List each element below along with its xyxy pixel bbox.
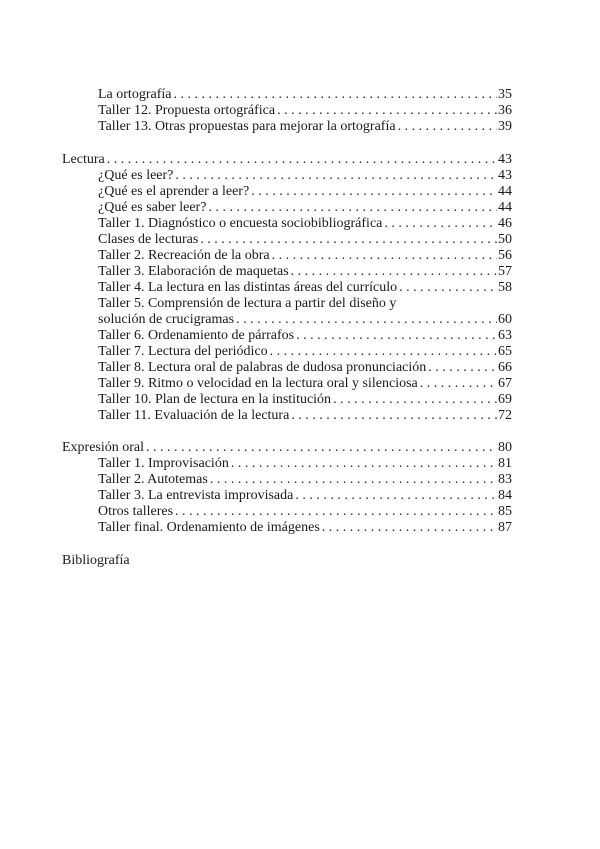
toc-entry-title: Taller 3. Elaboración de maquetas xyxy=(98,264,289,279)
dot-leader xyxy=(291,263,497,280)
toc-entry-title: Taller 2. Autotemas xyxy=(98,472,208,487)
dot-leader xyxy=(399,279,497,296)
toc-entry xyxy=(98,86,512,103)
toc-section-title: Lectura xyxy=(62,152,105,167)
dot-leader xyxy=(277,102,497,119)
dot-leader xyxy=(291,407,497,424)
toc-entry xyxy=(98,215,512,232)
toc-entry xyxy=(98,455,512,472)
toc-entry-page: 50 xyxy=(498,232,512,247)
toc-entry-page: 69 xyxy=(498,392,512,407)
toc-entry-title: Taller 9. Ritmo o velocidad en la lectura oral y silenciosa xyxy=(98,376,418,391)
toc-entry xyxy=(98,279,512,296)
toc-entry-page: 85 xyxy=(498,504,512,519)
toc-entry-title: Otros talleres xyxy=(98,504,174,519)
toc-entry xyxy=(98,118,512,135)
toc-entry-page: 43 xyxy=(498,168,512,183)
toc-entry-page: 66 xyxy=(498,360,512,375)
toc-entry-title: Taller 1. Diagnóstico o encuesta sociobibliográfica xyxy=(98,216,383,231)
dot-leader xyxy=(231,455,497,472)
toc-entry xyxy=(98,263,512,280)
dot-leader xyxy=(210,471,497,488)
toc-entry-title: Taller 7. Lectura del periódico xyxy=(98,344,268,359)
toc-entry-title: Taller 10. Plan de lectura en la institución xyxy=(98,392,332,407)
toc-entry xyxy=(98,359,512,376)
toc-entry-title: ¿Qué es leer? xyxy=(98,168,174,183)
toc-entry-title: Taller 1. Improvisación xyxy=(98,456,229,471)
dot-leader xyxy=(296,327,497,344)
toc-entry-page: 67 xyxy=(498,376,512,391)
toc-entry xyxy=(98,183,512,200)
toc-entry xyxy=(98,407,512,424)
toc-entry-title: Taller 4. La lectura en las distintas áreas del currículo xyxy=(98,280,398,295)
toc-entry-title: Taller 5. Comprensión de lectura a partir del diseño y xyxy=(98,296,397,311)
toc-entry-title: ¿Qué es saber leer? xyxy=(98,200,207,215)
toc-entry-page: 84 xyxy=(498,488,512,503)
toc-entry-page: 44 xyxy=(498,184,512,199)
dot-leader xyxy=(384,215,497,232)
toc-entry-page: 81 xyxy=(498,456,512,471)
toc-entry-title: Taller 8. Lectura oral de palabras de dudosa pronunciación xyxy=(98,360,427,375)
dot-leader xyxy=(420,375,497,392)
dot-leader xyxy=(398,118,497,135)
toc-entry xyxy=(98,503,512,520)
toc-entry-title: Taller 11. Evaluación de la lectura xyxy=(98,408,290,423)
toc-bibliography xyxy=(62,552,512,569)
toc-entry xyxy=(98,487,512,504)
dot-leader xyxy=(173,86,497,103)
toc-entry-page: 44 xyxy=(498,200,512,215)
dot-leader xyxy=(333,391,497,408)
dot-leader xyxy=(146,439,497,456)
toc-entry-title: Taller 6. Ordenamiento de párrafos xyxy=(98,328,295,343)
toc-entry-title: solución de crucigramas xyxy=(98,312,235,327)
toc-entry-page: 57 xyxy=(498,264,512,279)
dot-leader xyxy=(175,503,497,520)
toc-entry-title: Taller 12. Propuesta ortográfica xyxy=(98,103,276,118)
toc-entry xyxy=(98,391,512,408)
toc-entry-page: 60 xyxy=(498,312,512,327)
toc-entry xyxy=(98,375,512,392)
dot-leader xyxy=(236,311,497,328)
toc-bibliography-title: Bibliografía xyxy=(62,553,130,568)
dot-leader xyxy=(107,151,497,168)
toc-section-page: 43 xyxy=(498,152,512,167)
toc-entry-page: 65 xyxy=(498,344,512,359)
toc-entry-title: ¿Qué es el aprender a leer? xyxy=(98,184,250,199)
toc-entry xyxy=(98,343,512,360)
toc-entry-page: 83 xyxy=(498,472,512,487)
toc-entry-title: Taller 2. Recreación de la obra xyxy=(98,248,270,263)
toc-entry-page: 46 xyxy=(498,216,512,231)
toc-entry xyxy=(98,231,512,248)
toc-entry-title: La ortografía xyxy=(98,87,172,102)
toc-section-page: 80 xyxy=(498,440,512,455)
toc-entry xyxy=(98,471,512,488)
toc-entry-page: 72 xyxy=(498,408,512,423)
toc-section-heading xyxy=(62,439,512,456)
toc-entry-page: 58 xyxy=(498,280,512,295)
toc-entry-page: 63 xyxy=(498,328,512,343)
toc-entry xyxy=(98,519,512,536)
dot-leader xyxy=(295,487,497,504)
toc-entry xyxy=(98,327,512,344)
toc-entry-title: Taller 3. La entrevista improvisada xyxy=(98,488,294,503)
toc-entry xyxy=(98,247,512,264)
toc-entry xyxy=(98,311,512,328)
toc-entry-page: 87 xyxy=(498,520,512,535)
toc-entry-title: Taller final. Ordenamiento de imágenes xyxy=(98,520,320,535)
dot-leader xyxy=(322,519,497,536)
toc-entry-page: 39 xyxy=(498,119,512,134)
toc-entry-title: Taller 13. Otras propuestas para mejorar la ortografía xyxy=(98,119,396,134)
dot-leader xyxy=(428,359,497,376)
toc-section-heading xyxy=(62,151,512,168)
toc-entry-page: 35 xyxy=(498,87,512,102)
toc-entry-title: Clases de lecturas xyxy=(98,232,199,247)
dot-leader xyxy=(251,183,497,200)
toc-entry xyxy=(98,167,512,184)
toc-entry-page: 36 xyxy=(498,103,512,118)
toc-entry-page: 56 xyxy=(498,248,512,263)
dot-leader xyxy=(272,247,497,264)
toc-entry xyxy=(98,199,512,216)
dot-leader xyxy=(200,231,497,248)
dot-leader xyxy=(208,199,497,216)
toc-section-title: Expresión oral xyxy=(62,440,145,455)
toc-entry-first-line xyxy=(98,295,512,312)
toc-entry xyxy=(98,102,512,119)
dot-leader xyxy=(270,343,497,360)
dot-leader xyxy=(175,167,497,184)
